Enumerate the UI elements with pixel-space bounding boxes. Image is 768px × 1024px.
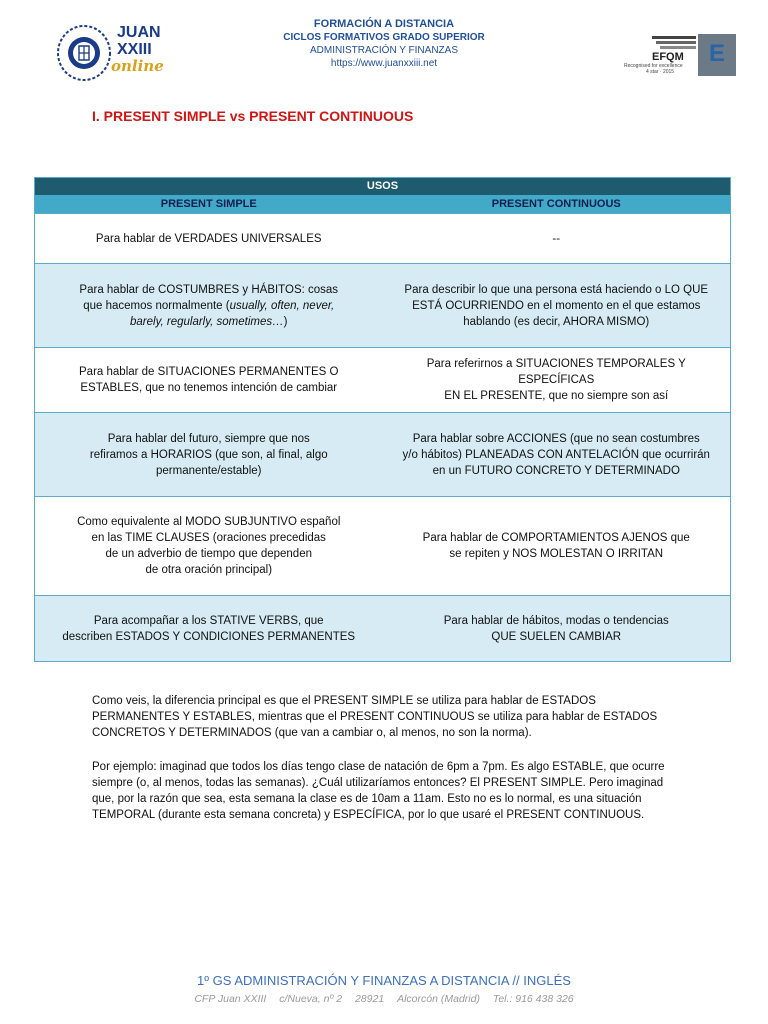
footer-phone: Tel.: 916 438 326 — [492, 993, 574, 1005]
table-row — [35, 213, 730, 263]
footer-course: 1º GS ADMINISTRACIÓN Y FINANZAS A DISTANCIA // INGLÉS — [197, 973, 571, 988]
table-row — [35, 347, 730, 412]
present-continuous-cell: Para hablar sobre ACCIONES (que no sean costumbres y/o hábitos) PLANEADAS CON ANTELACIÓN que ocurrirán en un FUTURO CONCRETO Y DETERMINADO — [402, 432, 710, 477]
footer-street: c/Nueva, nº 2 — [279, 993, 343, 1005]
footer-city: Alcorcón (Madrid) — [397, 993, 480, 1005]
footer-address — [0, 993, 768, 1005]
footer-school: CFP Juan XXIII — [194, 993, 267, 1005]
present-simple-cell: Para hablar de COSTUMBRES y HÁBITOS: cosas que hacemos normalmente (usually, often, never, barely, regularly, sometimes…) — [79, 283, 339, 328]
present-simple-cell: Para hablar de SITUACIONES PERMANENTES O ESTABLES, que no tenemos intención de cambiar — [79, 366, 339, 394]
table-caption: USOS — [35, 178, 730, 195]
logo-juan: JUAN — [117, 24, 161, 41]
logo-xxiii: XXIII — [117, 41, 152, 58]
header-line-2: CICLOS FORMATIVOS GRADO SUPERIOR — [283, 32, 485, 43]
present-continuous-cell: Para describir lo que una persona está haciendo o LO QUE ESTÁ OCURRIENDO en el momento en el que estamos hablando (es decir, AHORA MISMO) — [404, 283, 709, 328]
table-row — [35, 263, 730, 347]
present-continuous-cell: Para hablar de COMPORTAMIENTOS AJENOS que se repiten y NOS MOLESTAN O IRRITAN — [422, 532, 690, 560]
header-line-1: FORMACIÓN A DISTANCIA — [313, 18, 455, 30]
school-logo-text — [111, 24, 164, 75]
present-continuous-cell: Para hablar de hábitos, modas o tendencias QUE SUELEN CAMBIAR — [443, 614, 669, 643]
efqm-brand: EFQM — [652, 51, 684, 63]
table-row — [35, 595, 730, 661]
header-website: https://www.juanxxiii.net — [330, 58, 438, 69]
document-header — [234, 18, 534, 70]
usage-comparison-table — [34, 177, 731, 662]
header-line-3: ADMINISTRACIÓN Y FINANZAS — [310, 45, 458, 56]
efqm-logo — [622, 34, 736, 76]
table-row — [35, 496, 730, 595]
svg-text:E: E — [708, 40, 726, 67]
present-simple-cell: Para hablar de VERDADES UNIVERSALES — [95, 232, 322, 245]
efqm-tagline-2: 4 star · 2015 — [646, 69, 675, 75]
present-continuous-cell: Para referirnos a SITUACIONES TEMPORALES Y ESPECÍFICAS EN EL PRESENTE, que no siempre son así — [426, 358, 686, 402]
column-header-present-simple: PRESENT SIMPLE — [160, 198, 257, 210]
logo-online: online — [111, 57, 164, 75]
example-paragraph: Por ejemplo: imaginad que todos los días tengo clase de natación de 6pm a 7pm. Es algo ESTABLE, que ocurre siempre (o, al menos, todas las semanas). ¿Cuál utilizaríamos entonces? El PRESENT SIMPLE. Pero imaginad que, por la razón que sea, esta semana la clase es de 10am a 11am. Esto no es lo normal, es una situación TEMPORAL (durante esta semana concreta) y ESPECÍFICA, por lo que usaré el PRESENT CONTINUOUS. — [92, 761, 665, 821]
section-title: I. PRESENT SIMPLE vs PRESENT CONTINUOUS — [92, 108, 414, 124]
present-simple-cell: Como equivalente al MODO SUBJUNTIVO español en las TIME CLAUSES (oraciones precedidas de un adverbio de tiempo que dependen de otra oración principal) — [77, 516, 341, 576]
summary-paragraph: Como veis, la diferencia principal es que el PRESENT SIMPLE se utiliza para hablar de ESTADOS PERMANENTES Y ESTABLES, mientras que el PRESENT CONTINUOUS se utiliza para hablar de ESTADOS CONCRETOS Y DETERMINADOS (que van a cambiar o, al menos, no son la norma). — [92, 695, 658, 739]
table-header-row — [35, 195, 730, 213]
column-header-present-continuous: PRESENT CONTINUOUS — [491, 198, 621, 210]
efqm-tagline-1: Recognised for excellence — [624, 63, 683, 69]
present-continuous-cell: -- — [552, 232, 561, 245]
present-simple-cell: Para hablar del futuro, siempre que nos refiramos a HORARIOS (que son, al final, algo permanente/estable) — [89, 432, 328, 477]
present-simple-cell: Para acompañar a los STATIVE VERBS, que describen ESTADOS Y CONDICIONES PERMANENTES — [62, 614, 356, 643]
footer-postal: 28921 — [354, 993, 385, 1005]
table-row — [35, 412, 730, 496]
